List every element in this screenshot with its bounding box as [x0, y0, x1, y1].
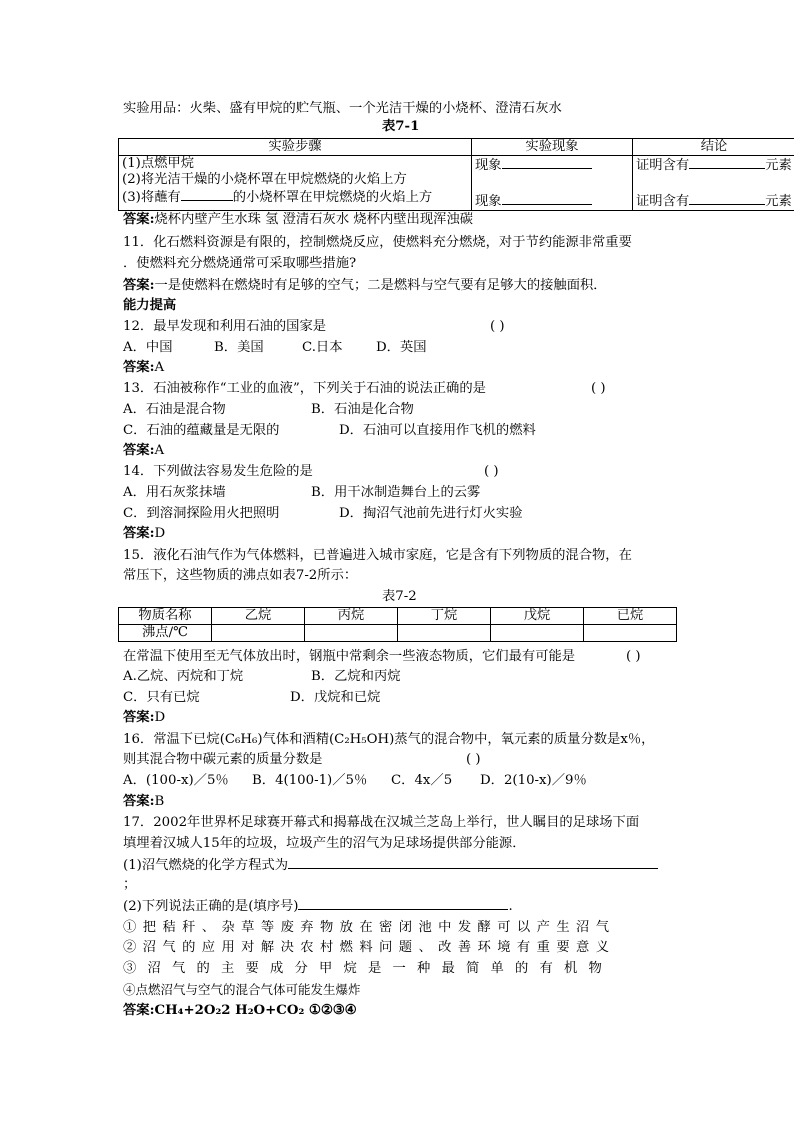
q16-option-b: B．4(100-1)／5％	[252, 773, 368, 788]
q16-paren: ( )	[466, 752, 481, 767]
q14-option-d: D．掏沼气池前先进行灯火实验	[339, 506, 523, 521]
answer-12: 答案:A	[123, 360, 165, 375]
table1-steps-cell	[119, 156, 472, 211]
table1-phenomena-cell	[472, 156, 633, 211]
q12-stem: 12．最早发现和利用石油的国家是	[123, 319, 327, 334]
q13-stem: 13．石油被称作“工业的血液”，下列关于石油的说法正确的是	[123, 381, 486, 396]
q15-option-a: A.乙烷、丙烷和丁烷	[123, 669, 244, 684]
q14-stem: 14．下列做法容易发生危险的是	[123, 464, 313, 479]
q16-line1: 16．常温下已烷(C₆H₆)气体和酒精(C₂H₅OH)蒸气的混合物中，氧元素的质量分数是x％，	[123, 732, 655, 747]
table2-caption: 表7-2	[382, 589, 417, 604]
q17-sub1: (1)沼气燃烧的化学方程式为	[123, 856, 658, 874]
boiling-point-table	[118, 607, 677, 642]
q15-stem: 在常温下使用至无气体放出时，钢瓶中常剩余一些液态物质，它们最有可能是	[123, 649, 576, 664]
table2-header-ethane: 乙烷	[212, 608, 305, 625]
q14-option-c: C．到溶洞探险用火把照明	[123, 506, 280, 521]
equation-blank[interactable]	[288, 856, 658, 869]
q15-paren: ( )	[626, 649, 641, 664]
table2-cell	[305, 625, 398, 642]
table1-header-phenomena: 实验现象	[472, 139, 633, 156]
q17-statement-3: ③沼气的主要成分甲烷是一种最简单的有机物	[123, 961, 613, 976]
q16-option-d: D．2(10-x)／9％	[480, 773, 587, 788]
answer-16: 答案:B	[123, 794, 165, 809]
q12-option-c: C.日本	[302, 340, 343, 355]
table1-header-steps: 实验步骤	[119, 139, 472, 156]
phenomenon-2-blank[interactable]	[502, 192, 592, 205]
step-1: (1)点燃甲烷	[122, 156, 195, 171]
materials-intro: 实验用品：火柴、盛有甲烷的贮气瓶、一个光洁干燥的小烧杯、澄清石灰水	[123, 101, 562, 116]
table1-conclusion-cell	[633, 156, 794, 211]
answer-blank[interactable]	[298, 897, 508, 910]
table1-caption: 表7-1	[382, 119, 420, 134]
q16-option-a: A．(100-x)／5％	[123, 773, 229, 788]
q12-option-d: D．英国	[376, 340, 427, 355]
q11-line2: ．使燃料充分燃烧通常可采取哪些措施?	[123, 256, 357, 271]
q17-sub1-end: ；	[123, 877, 137, 892]
table2-boiling-label: 沸点/℃	[119, 625, 212, 642]
table2-cell	[491, 625, 584, 642]
conclusion-1: 证明含有 元素	[636, 158, 792, 173]
q15-line2: 常压下，这些物质的沸点如表7-2所示：	[123, 568, 358, 583]
q14-option-b: B．用干冰制造舞台上的云雾	[311, 485, 481, 500]
q17-statement-1: ①把秸秆、杂草等废弃物放在密闭池中发酵可以产生沼气	[123, 920, 616, 935]
answer-13: 答案:A	[123, 443, 165, 458]
step3-blank[interactable]	[181, 188, 233, 201]
table2-cell	[398, 625, 491, 642]
experiment-table	[118, 138, 794, 211]
q11-line1: 11．化石燃料资源是有限的，控制燃烧反应，使燃料充分燃烧，对于节约能源非常重要	[123, 235, 632, 250]
answer-11: 答案:一是使燃料在燃烧时有足够的空气；二是燃料与空气要有足够大的接触面积．	[123, 278, 607, 293]
q17-statement-2: ②沼气的应用对解决农村燃料问题、改善环境有重要意义	[123, 940, 616, 955]
q12-option-b: B．美国	[214, 340, 264, 355]
q17-statement-4: ④点燃沼气与空气的混合气体可能发生爆炸	[123, 982, 361, 997]
phenomenon-1-blank[interactable]	[502, 156, 592, 169]
table2-header-propane: 丙烷	[305, 608, 398, 625]
q14-paren: ( )	[484, 464, 499, 479]
q17-line2: 填埋着汉城人15年的垃圾，垃圾产生的沼气为足球场提供部分能源．	[123, 836, 526, 851]
q15-option-d: D．戊烷和已烷	[290, 690, 381, 705]
q13-option-b: B．石油是化合物	[311, 402, 414, 417]
q17-sub2: (2)下列说法正确的是(填序号) .	[123, 899, 513, 914]
table2-cell	[212, 625, 305, 642]
conclusion-1-blank[interactable]	[689, 156, 765, 169]
q13-option-a: A．石油是混合物	[123, 402, 226, 417]
answer-17: 答案:CH₄+2O₂2 H₂O+CO₂ ①②③④	[123, 1003, 357, 1018]
q12-paren: ( )	[490, 319, 505, 334]
section-heading: 能力提高	[123, 298, 177, 313]
q13-option-c: C．石油的蕴藏量是无限的	[123, 423, 280, 438]
step-3: (3)将蘸有 的小烧杯罩在甲烷燃烧的火焰上方	[122, 190, 433, 205]
phenomenon-1: 现象	[475, 156, 629, 192]
q15-line1: 15．液化石油气作为气体燃料，已普遍进入城市家庭，它是含有下列物质的混合物，在	[123, 548, 632, 563]
answer-15: 答案:D	[123, 710, 166, 725]
q16-line2: 则其混合物中碳元素的质量分数是	[123, 752, 323, 767]
conclusion-2: 证明含有 元素	[636, 194, 792, 209]
q17-line1: 17．2002年世界杯足球赛开幕式和揭幕战在汉城兰芝岛上举行，世人瞩目的足球场下面	[123, 815, 640, 830]
table2-header-pentane: 戊烷	[491, 608, 584, 625]
answer-10: 答案:烧杯内壁产生水珠 氢 澄清石灰水 烧杯内壁出现浑浊碳	[123, 212, 474, 227]
table2-header-butane: 丁烷	[398, 608, 491, 625]
step-2: (2)将光洁干燥的小烧杯罩在甲烷燃烧的火焰上方	[122, 172, 407, 187]
answer-14: 答案:D	[123, 526, 166, 541]
conclusion-2-blank[interactable]	[689, 192, 765, 205]
q13-option-d: D．石油可以直接用作飞机的燃料	[339, 423, 536, 438]
q15-option-c: C．只有已烷	[123, 690, 200, 705]
table1-header-conclusion: 结论	[633, 139, 794, 156]
q12-option-a: A．中国	[123, 340, 173, 355]
q13-paren: ( )	[591, 381, 606, 396]
q14-option-a: A．用石灰浆抹墙	[123, 485, 226, 500]
phenomenon-2: 现象	[475, 192, 629, 210]
q15-option-b: B．乙烷和丙烷	[311, 669, 401, 684]
table2-cell	[584, 625, 677, 642]
q16-option-c: C．4x／5	[391, 773, 453, 788]
table2-header-hexane: 已烷	[584, 608, 677, 625]
table2-header-substance: 物质名称	[119, 608, 212, 625]
